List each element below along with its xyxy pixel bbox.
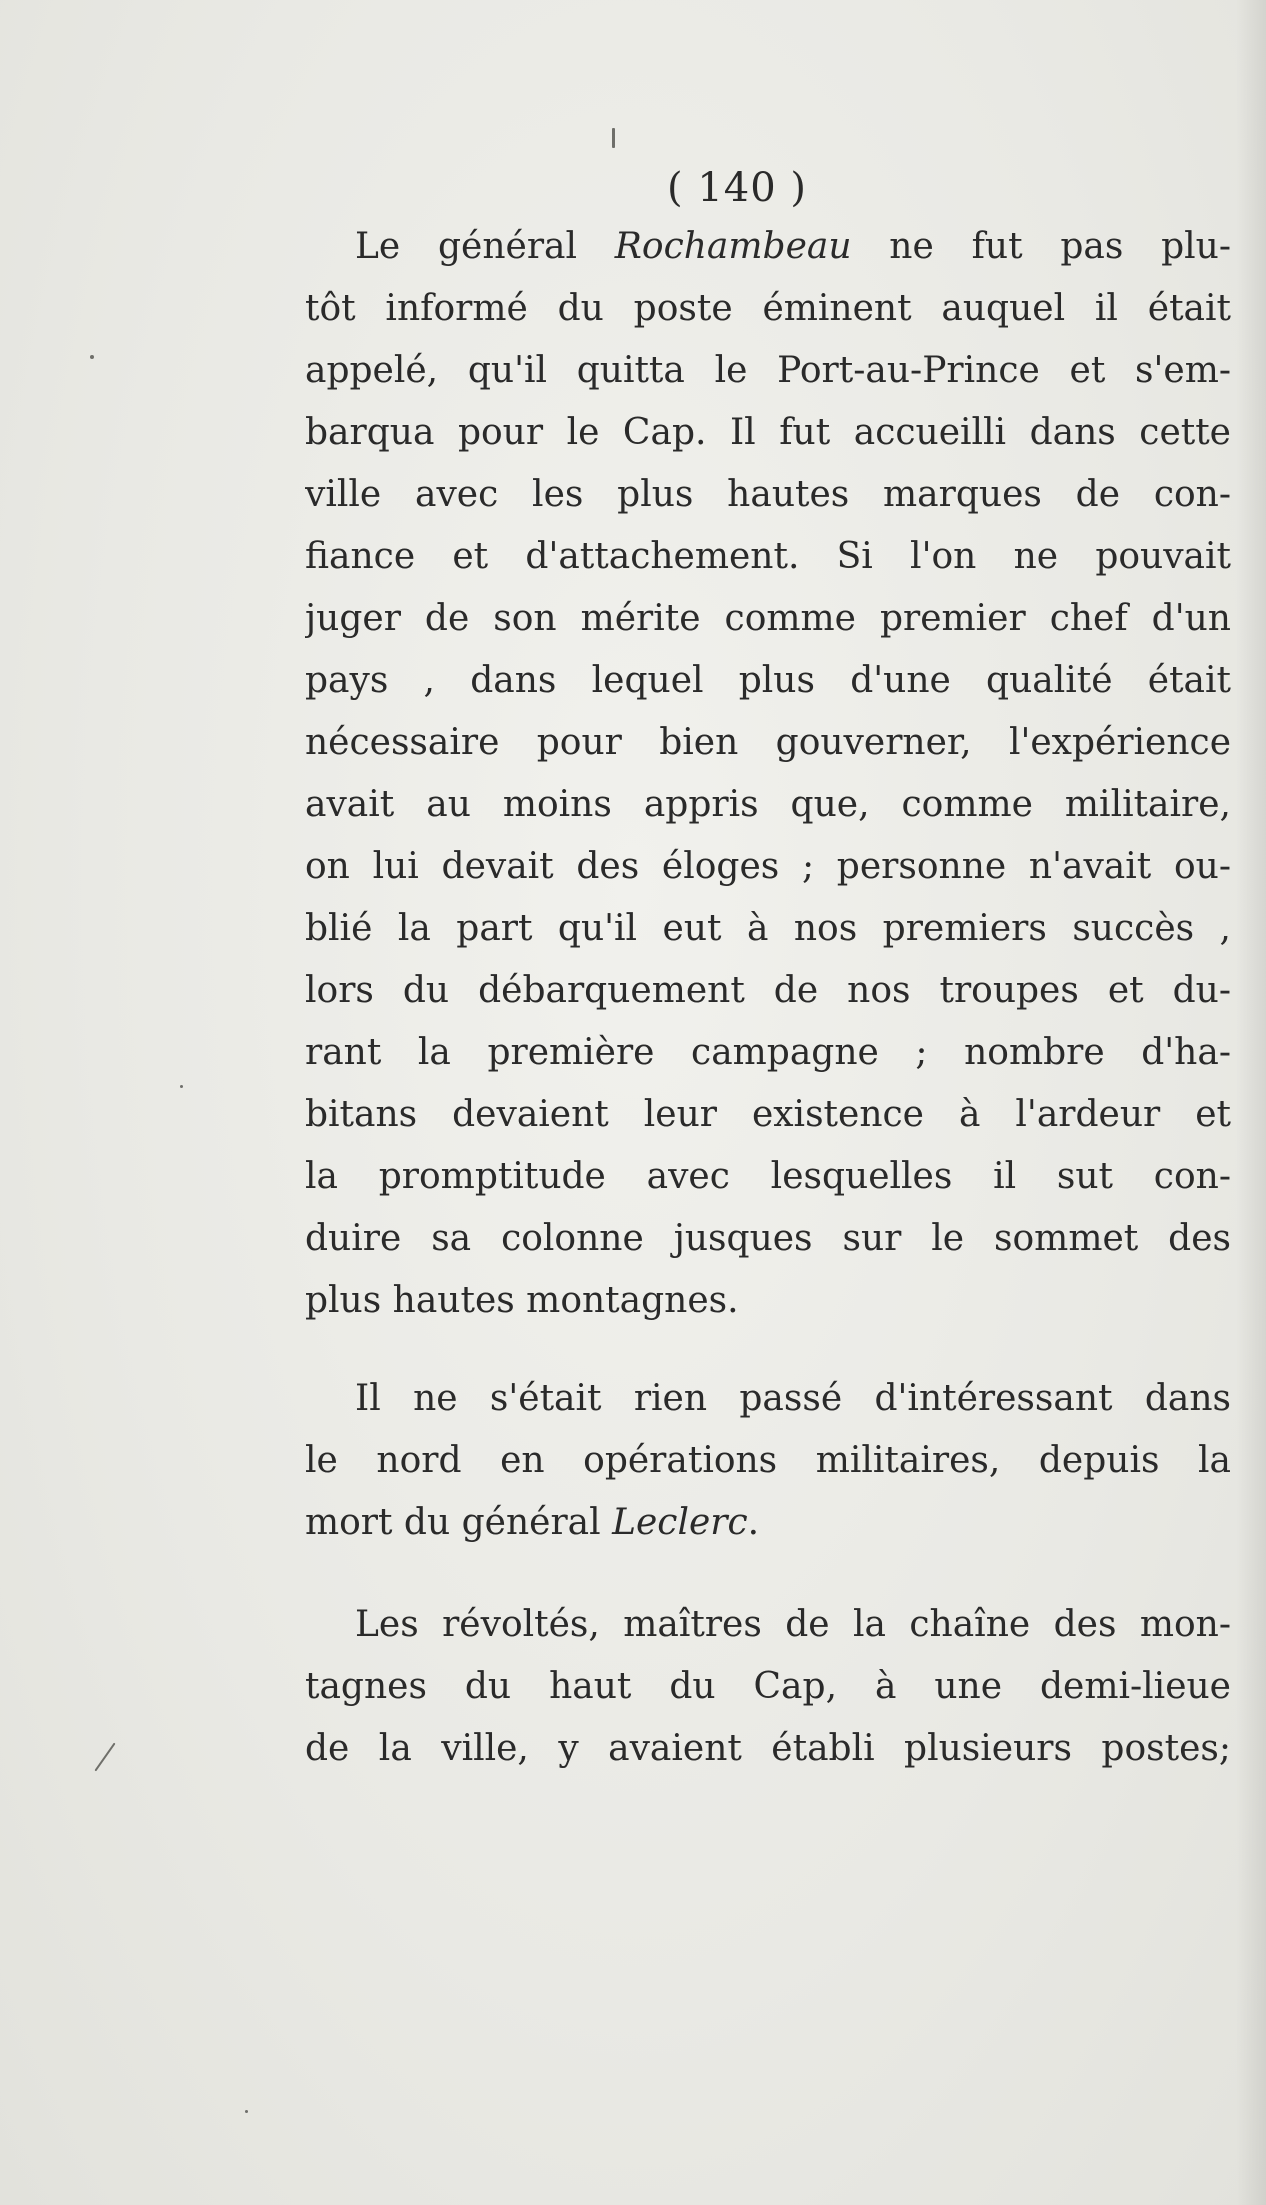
page-edge-shadow bbox=[1236, 0, 1266, 2205]
text-line: le nord en opérations militaires, depuis la bbox=[305, 1440, 1231, 1481]
text-line: rant la première campagne ; nombre d'ha- bbox=[305, 1032, 1231, 1073]
emphasis-name: Leclerc bbox=[612, 1502, 748, 1543]
text-line: la promptitude avec lesquelles il sut con- bbox=[305, 1156, 1231, 1197]
paragraph-2 bbox=[305, 1368, 1231, 1554]
text-line: Il ne s'était rien passé d'intéressant dans bbox=[355, 1378, 1231, 1419]
text-line: nécessaire pour bien gouverner, l'expérience bbox=[305, 722, 1231, 763]
text-block bbox=[305, 160, 1231, 1780]
text-line: blié la part qu'il eut à nos premiers succès , bbox=[305, 908, 1231, 949]
text-line: plus hautes montagnes. bbox=[305, 1280, 739, 1321]
paragraph-spacer bbox=[305, 1554, 1231, 1594]
text-line: Les révoltés, maîtres de la chaîne des mon- bbox=[355, 1604, 1231, 1645]
text-line: Le général Rochambeau ne fut pas plu- bbox=[355, 226, 1231, 267]
text-line: de la ville, y avaient établi plusieurs postes; bbox=[305, 1728, 1231, 1769]
text-line: appelé, qu'il quitta le Port-au-Prince et s'em- bbox=[305, 350, 1231, 391]
text-line: fiance et d'attachement. Si l'on ne pouvait bbox=[305, 536, 1231, 577]
text-line: on lui devait des éloges ; personne n'avait ou- bbox=[305, 846, 1231, 887]
text-line: ville avec les plus hautes marques de con- bbox=[305, 474, 1231, 515]
paragraph-1 bbox=[305, 216, 1231, 1332]
text-line: lors du débarquement de nos troupes et du- bbox=[305, 970, 1231, 1011]
text-line: duire sa colonne jusques sur le sommet des bbox=[305, 1218, 1231, 1259]
text-line: mort du général Leclerc. bbox=[305, 1502, 760, 1543]
text-line: tôt informé du poste éminent auquel il était bbox=[305, 288, 1231, 329]
emphasis-name: Rochambeau bbox=[614, 226, 852, 267]
text-line: bitans devaient leur existence à l'ardeur et bbox=[305, 1094, 1231, 1135]
text-line: pays , dans lequel plus d'une qualité était bbox=[305, 660, 1231, 701]
paragraph-spacer bbox=[305, 1332, 1231, 1368]
text-line: avait au moins appris que, comme militaire, bbox=[305, 784, 1231, 825]
text-line: juger de son mérite comme premier chef d'un bbox=[305, 598, 1231, 639]
text-line: barqua pour le Cap. Il fut accueilli dans cette bbox=[305, 412, 1231, 453]
text-line: tagnes du haut du Cap, à une demi-lieue bbox=[305, 1666, 1231, 1707]
page-number: ( 140 ) bbox=[667, 165, 807, 211]
paragraph-3 bbox=[305, 1594, 1231, 1780]
